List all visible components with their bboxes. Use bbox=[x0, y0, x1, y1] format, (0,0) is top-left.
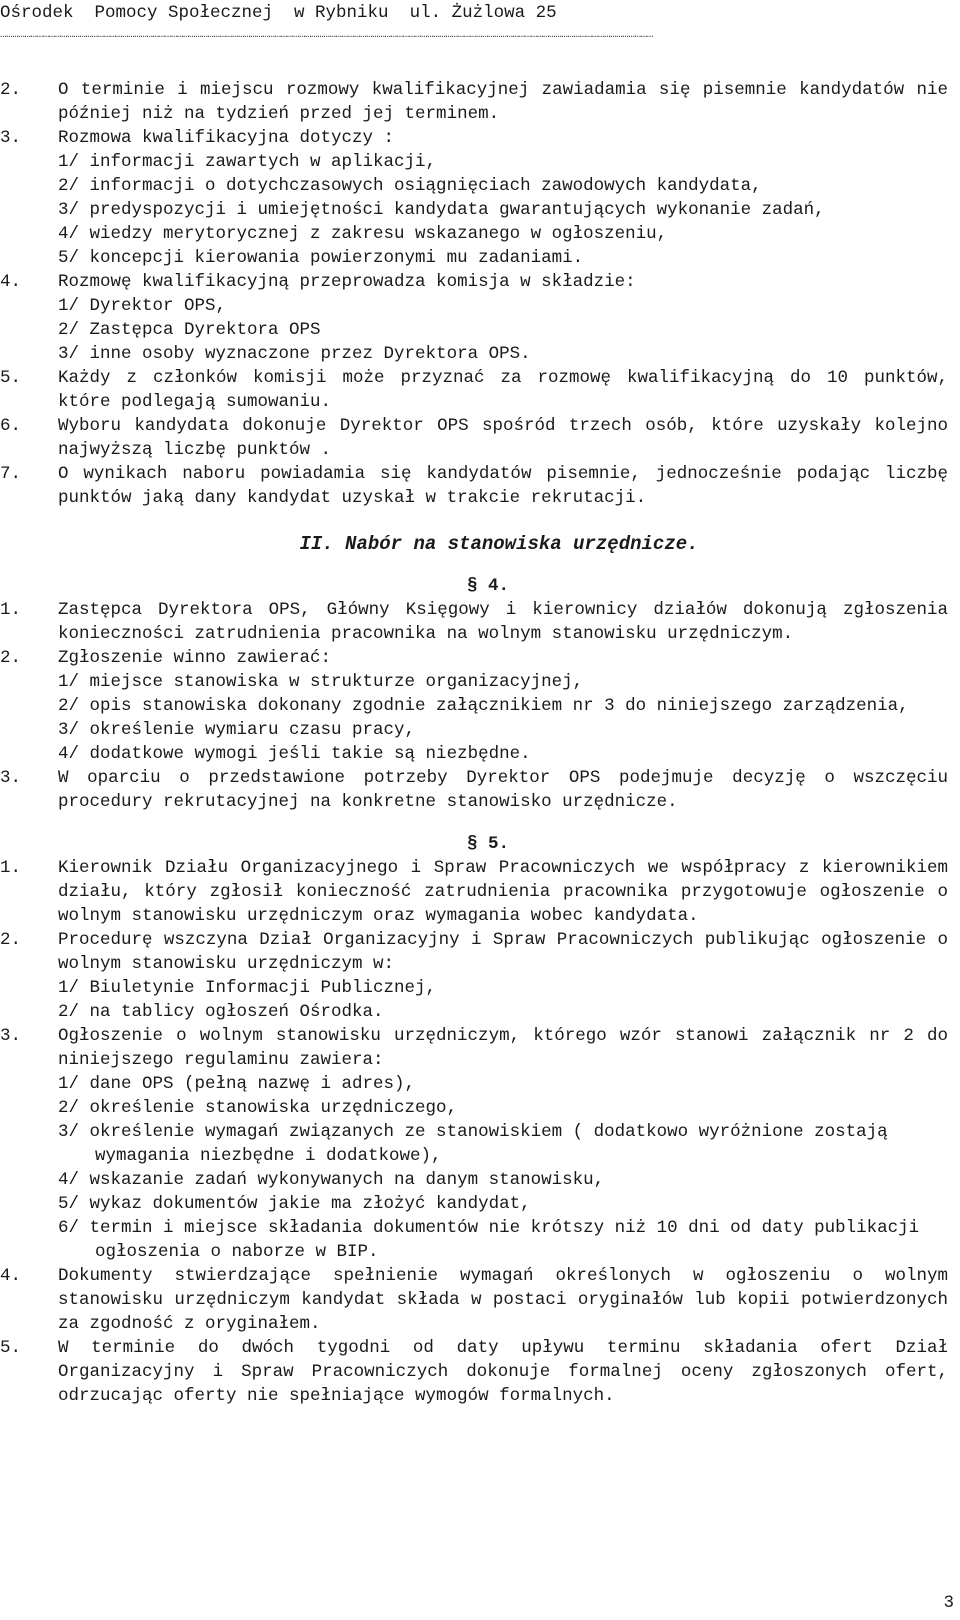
sub-item: 2/ na tablicy ogłoszeń Ośrodka. bbox=[58, 1002, 384, 1022]
sub-item: 1/ dane OPS (pełną nazwę i adres), bbox=[58, 1074, 416, 1094]
document-header: Ośrodek Pomocy Społecznej w Rybniku ul. Żużlowa 25 bbox=[0, 3, 557, 23]
list-item bbox=[0, 598, 958, 646]
list-item bbox=[0, 414, 958, 462]
sub-item: 2/ opis stanowiska dokonany zgodnie załącznikiem nr 3 do niniejszego zarządzenia, bbox=[58, 696, 909, 716]
item-text: Zastępca Dyrektora OPS, Główny Księgowy i kierownicy działów dokonują zgłoszenia konieczności zatrudnienia pracownika na wolnym stanowisku urzędniczym. bbox=[58, 600, 948, 644]
sub-item: 5/ koncepcji kierowania powierzonymi mu zadaniami. bbox=[58, 248, 584, 268]
sub-item: 1/ Dyrektor OPS, bbox=[58, 296, 227, 316]
sub-item: 3/ określenie wymagań związanych ze stanowiskiem ( dodatkowo wyróżnione zostają wymagania niezbędne i dodatkowe), bbox=[58, 1122, 888, 1166]
list-item bbox=[0, 1024, 958, 1264]
item-number: 5. bbox=[0, 368, 22, 388]
sub-item: 5/ wykaz dokumentów jakie ma złożyć kandydat, bbox=[58, 1194, 531, 1214]
sub-item: 1/ Biuletynie Informacji Publicznej, bbox=[58, 978, 437, 998]
item-text: O wynikach naboru powiadamia się kandydatów pisemnie, jednocześnie podając liczbę punktów jaką dany kandydat uzyskał w trakcie rekrutacji. bbox=[58, 464, 948, 508]
paragraph-5-items bbox=[0, 856, 958, 1408]
item-number: 3. bbox=[0, 1026, 22, 1046]
list-item bbox=[0, 366, 958, 414]
list-item bbox=[0, 856, 958, 928]
list-item bbox=[0, 126, 958, 270]
list-item bbox=[0, 646, 958, 766]
sub-item: 2/ określenie stanowiska urzędniczego, bbox=[58, 1098, 458, 1118]
item-number: 4. bbox=[0, 1266, 22, 1286]
sub-item: 2/ informacji o dotychczasowych osiągnięciach zawodowych kandydata, bbox=[58, 176, 762, 196]
item-text: Rozmowę kwalifikacyjną przeprowadza komisja w składzie: bbox=[58, 272, 636, 292]
item-text: Dokumenty stwierdzające spełnienie wymagań określonych w ogłoszeniu o wolnym stanowisku urzędniczym kandydat składa w postaci oryginałów lub kopii potwierdzonych za zgodność z oryginałem. bbox=[58, 1266, 948, 1334]
sub-item: 3/ określenie wymiaru czasu pracy, bbox=[58, 720, 416, 740]
item-number: 5. bbox=[0, 1338, 22, 1358]
regulation-block-1 bbox=[0, 78, 958, 510]
item-text: Ogłoszenie o wolnym stanowisku urzędniczym, którego wzór stanowi załącznik nr 2 do niniejszego regulaminu zawiera: bbox=[58, 1026, 948, 1070]
item-text: Procedurę wszczyna Dział Organizacyjny i Spraw Pracowniczych publikując ogłoszenie o wolnym stanowisku urzędniczym w: bbox=[58, 930, 948, 974]
item-number: 2. bbox=[0, 80, 22, 100]
list-item bbox=[0, 78, 958, 126]
paragraph-sign-4: § 4. bbox=[466, 576, 509, 596]
list-item bbox=[0, 766, 958, 814]
item-number: 2. bbox=[0, 648, 22, 668]
sub-item: 4/ dodatkowe wymogi jeśli takie są niezbędne. bbox=[58, 744, 531, 764]
item-number: 1. bbox=[0, 858, 22, 878]
list-item bbox=[0, 462, 958, 510]
document-body bbox=[0, 78, 958, 1408]
item-number: 7. bbox=[0, 464, 22, 484]
item-number: 3. bbox=[0, 128, 22, 148]
item-number: 3. bbox=[0, 768, 22, 788]
paragraph-sign-5: § 5. bbox=[466, 834, 509, 854]
sub-item: 2/ Zastępca Dyrektora OPS bbox=[58, 320, 321, 340]
item-text: W oparciu o przedstawione potrzeby Dyrektor OPS podejmuje decyzję o wszczęciu procedury rekrutacyjnej na konkretne stanowisko urzędnicze. bbox=[58, 768, 948, 812]
sub-item: 4/ wskazanie zadań wykonywanych na danym stanowisku, bbox=[58, 1170, 605, 1190]
header-dotted-rule: …………………………………………………………………………………………………………………………………………………………………………………………………………………………………………………………………………………………… bbox=[0, 30, 653, 41]
item-text: W terminie do dwóch tygodni od daty upływu terminu składania ofert Dział Organizacyjny i Spraw Pracowniczych dokonuje formalnej oceny zgłoszonych ofert, odrzucając oferty nie spełniające wymogów formalnych. bbox=[58, 1338, 948, 1406]
list-item bbox=[0, 928, 958, 1024]
sub-item: 6/ termin i miejsce składania dokumentów nie krótszy niż 10 dni od daty publikacji ogłoszenia o naborze w BIP. bbox=[58, 1218, 920, 1262]
sub-item: 4/ wiedzy merytorycznej z zakresu wskazanego w ogłoszeniu, bbox=[58, 224, 668, 244]
item-text: O terminie i miejscu rozmowy kwalifikacyjnej zawiadamia się pisemnie kandydatów nie później niż na tydzień przed jej terminem. bbox=[58, 80, 948, 124]
item-number: 6. bbox=[0, 416, 22, 436]
paragraph-4-items bbox=[0, 598, 958, 814]
page-number: 3 bbox=[943, 1593, 954, 1613]
item-text: Wyboru kandydata dokonuje Dyrektor OPS spośród trzech osób, które uzyskały kolejno najwyższą liczbę punktów . bbox=[58, 416, 948, 460]
list-item bbox=[0, 270, 958, 366]
item-text: Kierownik Działu Organizacyjnego i Spraw Pracowniczych we współpracy z kierownikiem działu, który zgłosił konieczność zatrudnienia pracownika przygotowuje ogłoszenie o wolnym stanowisku urzędniczym oraz wymagania wobec kandydata. bbox=[58, 858, 948, 926]
section-title: II. Nabór na stanowiska urzędnicze. bbox=[299, 533, 699, 555]
sub-item: 1/ informacji zawartych w aplikacji, bbox=[58, 152, 437, 172]
sub-item: 3/ predyspozycji i umiejętności kandydata gwarantujących wykonanie zadań, bbox=[58, 200, 825, 220]
item-number: 4. bbox=[0, 272, 22, 292]
item-text: Każdy z członków komisji może przyznać za rozmowę kwalifikacyjną do 10 punktów, które podlegają sumowaniu. bbox=[58, 368, 948, 412]
sub-item: 3/ inne osoby wyznaczone przez Dyrektora OPS. bbox=[58, 344, 531, 364]
list-item bbox=[0, 1336, 958, 1408]
item-number: 2. bbox=[0, 930, 22, 950]
item-text: Rozmowa kwalifikacyjna dotyczy : bbox=[58, 128, 395, 148]
sub-item: 1/ miejsce stanowiska w strukturze organizacyjnej, bbox=[58, 672, 584, 692]
item-number: 1. bbox=[0, 600, 22, 620]
list-item bbox=[0, 1264, 958, 1336]
item-text: Zgłoszenie winno zawierać: bbox=[58, 648, 332, 668]
